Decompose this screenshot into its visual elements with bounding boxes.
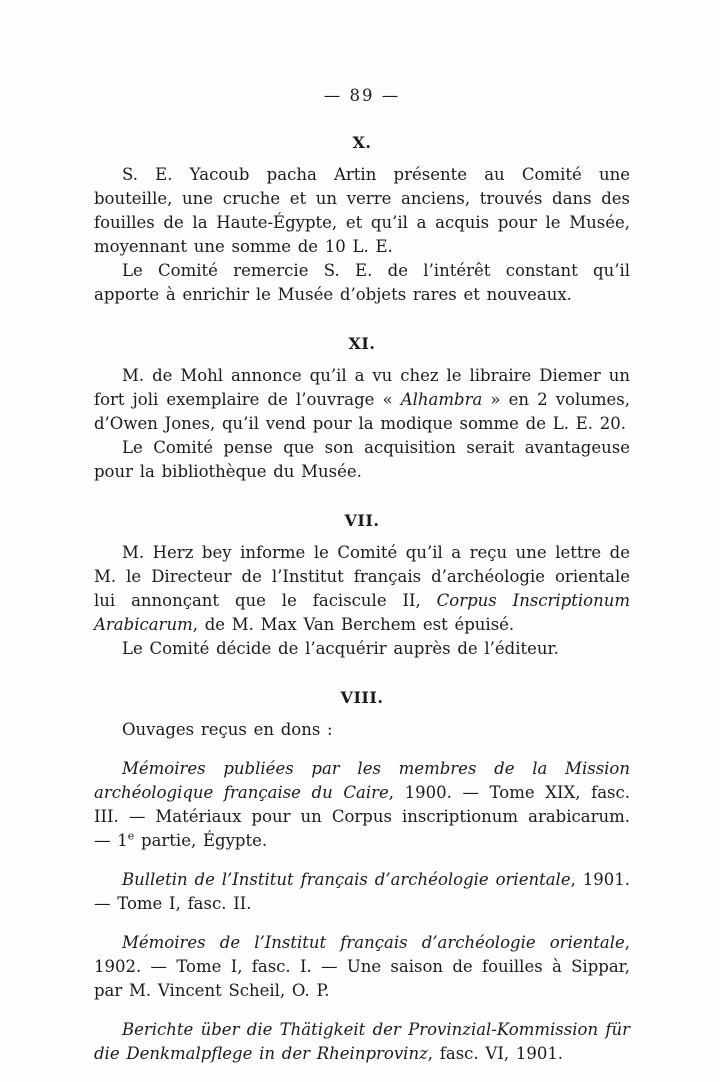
paragraph	[94, 364, 630, 436]
bibliography-entry	[94, 757, 630, 853]
italic-run: Berichte über die Thätigkeit der Provinzial-Kommission für die Denkmalpflege in der Rheinprovinz	[94, 1020, 630, 1063]
italic-run: Bulletin de l’Institut français d’archéologie orientale	[122, 870, 571, 889]
bibliography-entry	[94, 1018, 630, 1066]
text-run: , 1902. — Tome I, fasc. I. — Une saison de fouilles à Sippar, par M. Vincent Scheil, O. P.	[94, 933, 630, 1000]
text-run: partie, Égypte.	[134, 831, 268, 850]
paragraph	[94, 436, 630, 484]
bibliography-entry	[94, 868, 630, 916]
bibliography-entry	[94, 931, 630, 1003]
document-body	[94, 132, 630, 1066]
section-xi	[94, 333, 630, 484]
text-run: M. de Mohl annonce qu’il a vu chez le libraire Diemer un fort joli exemplaire de l’ouvrage «	[94, 366, 630, 409]
section-heading: VIII.	[340, 688, 384, 707]
paragraph	[94, 718, 630, 742]
paragraph	[94, 637, 630, 661]
text-run: » en 2 volumes, d’Owen Jones, qu’il vend pour la modique somme de L. E. 20.	[94, 390, 630, 433]
paragraph	[94, 541, 630, 637]
text-run: Le Comité décide de l’acquérir auprès de l’éditeur.	[122, 639, 559, 658]
paragraph	[94, 259, 630, 307]
text-run: Ouvages reçus en dons :	[122, 720, 333, 739]
text-run: , fasc. VI, 1901.	[427, 1044, 564, 1063]
italic-run: Alhambra	[400, 390, 483, 409]
text-run: S. E. Yacoub pacha Artin présente au Comité une bouteille, une cruche et un verre anciens, trouvés dans des fouilles de la Haute-Égypte, et qu’il a acquis pour le Musée, moyennant une somme de 10 L. E.	[94, 165, 630, 256]
italic-run: Mémoires de l’Institut français d’archéologie orientale	[122, 933, 625, 952]
section-x	[94, 132, 630, 307]
section-viii	[94, 687, 630, 1066]
page-number: — 89 —	[323, 86, 401, 105]
section-heading: XI.	[348, 334, 376, 353]
superscript-run: e	[127, 829, 135, 843]
italic-run: Corpus Inscriptionum Arabicarum	[94, 591, 630, 634]
text-run: M. Herz bey informe le Comité qu’il a reçu une lettre de M. le Directeur de l’Institut français d’archéologie orientale lui annonçant que le faciscule II,	[94, 543, 630, 610]
section-vii	[94, 510, 630, 661]
text-run: , de M. Max Van Berchem est épuisé.	[192, 615, 515, 634]
text-run: , 1901. — Tome I, fasc. II.	[94, 870, 630, 913]
section-heading: X.	[352, 133, 372, 152]
italic-run: Mémoires publiées par les membres de la Mission archéologique française du Caire	[94, 759, 630, 802]
text-run: Le Comité pense que son acquisition serait avantageuse pour la bibliothèque du Musée.	[94, 438, 630, 481]
text-run: Le Comité remercie S. E. de l’intérêt constant qu’il apporte à enrichir le Musée d’objets rares et nouveaux.	[94, 261, 630, 304]
text-run: , 1900. — Tome XIX, fasc. III. — Matériaux pour un Corpus inscriptionum arabicarum. — 1	[94, 783, 630, 850]
section-heading: VII.	[344, 511, 380, 530]
paragraph	[94, 163, 630, 259]
